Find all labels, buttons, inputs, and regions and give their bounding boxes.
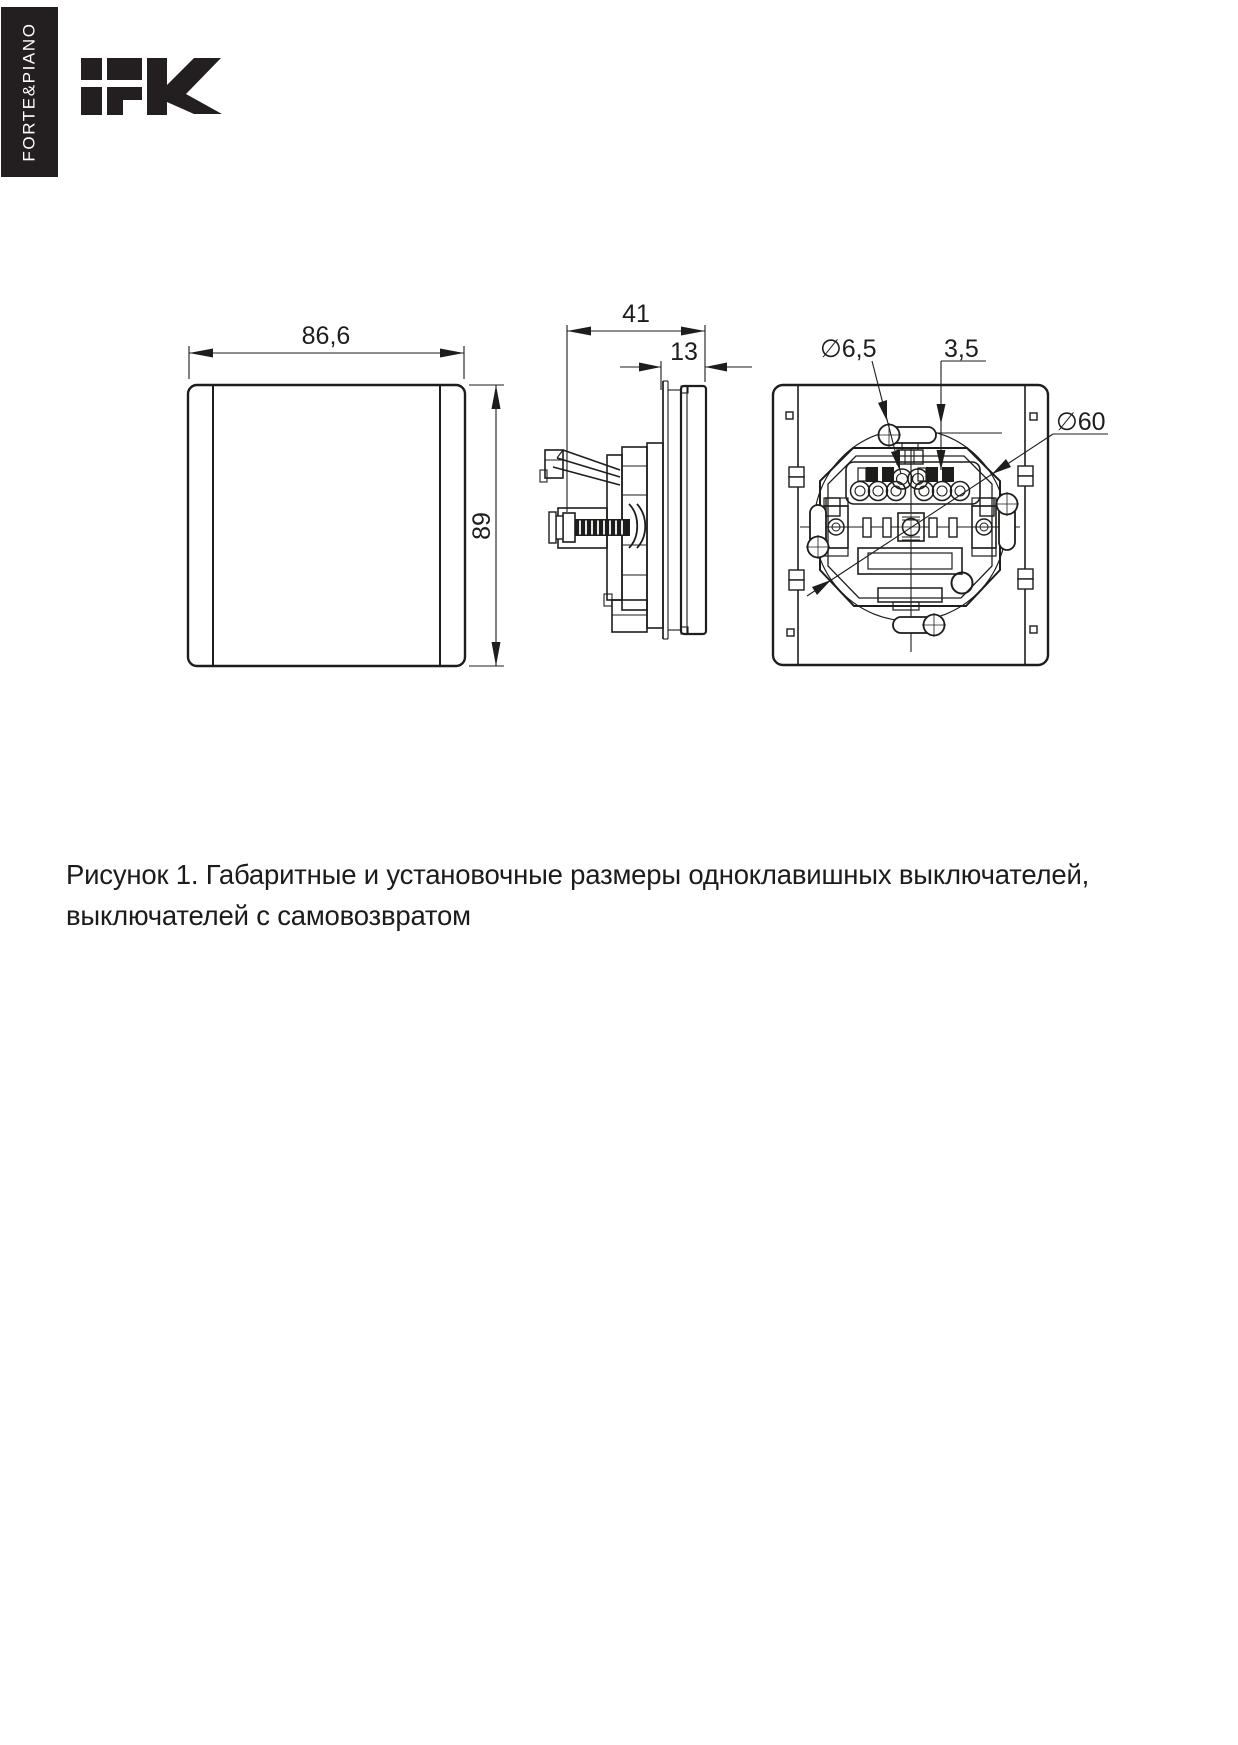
side-mechanism-body xyxy=(604,443,663,632)
side-protrusion-dim-label: 13 xyxy=(670,338,698,366)
front-plate-outline xyxy=(188,385,465,666)
figure-caption-line2: выключателей с самовозвратом xyxy=(66,900,471,931)
mechanism-bottom xyxy=(858,548,973,610)
bottom-boss xyxy=(952,573,973,594)
front-height-dim-label: 89 xyxy=(468,512,496,540)
front-width-dim-label: 86,6 xyxy=(301,322,351,350)
series-label: FORTE&PIANO xyxy=(19,22,39,162)
circle-diameter-callout xyxy=(807,408,1108,596)
side-protrusion-dimension xyxy=(620,338,752,390)
plate-hole-bottom-right xyxy=(1030,626,1037,633)
slot-width-label: 3,5 xyxy=(944,335,979,363)
figure-caption xyxy=(66,854,1186,936)
side-depth-dim-label: 41 xyxy=(622,300,650,328)
plate-hole-top-left xyxy=(786,412,793,419)
hole-diameter-callout xyxy=(820,335,901,474)
plate-hole-bottom-left xyxy=(787,629,794,636)
side-depth-dimension xyxy=(567,300,705,512)
terminal-block xyxy=(846,441,980,504)
front-view xyxy=(188,322,504,666)
front-height-dimension xyxy=(468,385,504,666)
circle-diameter-label: ∅60 xyxy=(1056,408,1106,436)
back-view xyxy=(773,335,1108,665)
plate-hole-top-right xyxy=(1030,413,1037,420)
hole-diameter-label: ∅6,5 xyxy=(820,335,877,363)
side-faceplate xyxy=(681,386,706,634)
side-fixing-screw xyxy=(549,504,645,548)
figure-caption-line1: Рисунок 1. Габаритные и установочные размеры одноклавишных выключателей, xyxy=(66,859,1090,890)
side-view xyxy=(540,300,752,639)
side-mounting-frame xyxy=(663,381,681,639)
front-width-dimension xyxy=(189,322,464,379)
side-claw xyxy=(629,504,637,548)
